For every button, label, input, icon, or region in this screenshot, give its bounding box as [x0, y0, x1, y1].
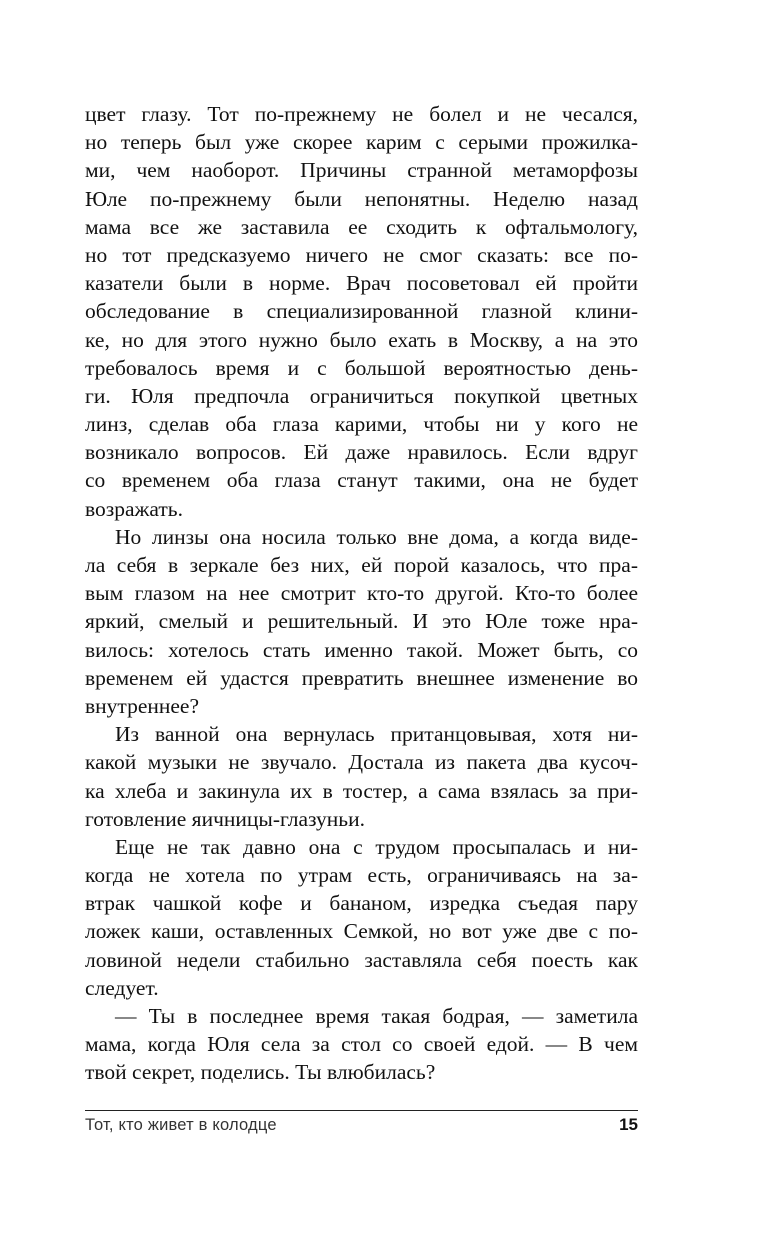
text-line: следует. — [85, 975, 159, 1000]
text-line: вилось: хотелось стать именно такой. Может быть, со — [85, 637, 638, 662]
text-line: ла себя в зеркале без них, ей порой казалось, что пра- — [85, 553, 638, 577]
text-line: но тот предсказуемо ничего не смог сказать: все по- — [85, 242, 638, 267]
paragraph-first-line: Но линзы она носила только вне дома, а когда виде- — [115, 524, 638, 549]
text-line: ми, чем наоборот. Причины странной метаморфозы — [85, 158, 638, 183]
text-line: мама все же заставила ее сходить к офтальмологу, — [85, 214, 638, 239]
footer-divider — [85, 1110, 638, 1111]
text-line: возникало вопросов. Ей даже нравилось. Если вдруг — [85, 440, 638, 465]
paragraph-first-line: — Ты в последнее время такая бодрая, — заметила — [115, 1004, 638, 1028]
text-line: когда не хотела по утрам есть, ограничиваясь на за- — [85, 863, 638, 888]
page-body-text — [85, 100, 638, 1087]
text-line: обследование в специализированной глазной клини- — [85, 299, 638, 324]
text-line: мама, когда Юля села за стол со своей едой. — В чем — [85, 1032, 638, 1057]
text-line: но теперь был уже скорее карим с серыми прожилка- — [85, 130, 638, 155]
text-line: ке, но для этого нужно было ехать в Москву, а на это — [85, 327, 638, 352]
text-line: яркий, смелый и решительный. И это Юле тоже нра- — [85, 609, 638, 634]
text-line: втрак чашкой кофе и бананом, изредка съедая пару — [85, 891, 638, 916]
text-line: ловиной недели стабильно заставляла себя поесть как — [85, 947, 638, 972]
text-line: внутреннее? — [85, 693, 199, 718]
paragraph-first-line: Еще не так давно она с трудом просыпалась и ни- — [115, 834, 638, 859]
text-line: со временем оба глаза станут такими, она не будет — [85, 468, 638, 493]
text-line: ги. Юля предпочла ограничиться покупкой цветных — [85, 383, 638, 408]
paragraph-first-line: Из ванной она вернулась пританцовывая, хотя ни- — [115, 722, 638, 747]
text-line: Юле по-прежнему были непонятны. Неделю назад — [85, 186, 638, 211]
page-number: 15 — [619, 1115, 638, 1134]
text-line: готовление яичницы-глазуньи. — [85, 806, 365, 831]
running-footer-title: Тот, кто живет в колодце — [85, 1116, 277, 1134]
text-line: цвет глазу. Тот по-прежнему не болел и не чесался, — [85, 102, 638, 126]
text-line: вым глазом на нее смотрит кто-то другой. Кто-то более — [85, 581, 638, 606]
text-line: линз, сделав оба глаза карими, чтобы ни у кого не — [85, 412, 638, 437]
text-line: требовалось время и с большой вероятностью день- — [85, 355, 638, 380]
text-line: твой секрет, поделись. Ты влюбилась? — [85, 1060, 436, 1085]
text-line: какой музыки не звучало. Достала из пакета два кусоч- — [85, 750, 638, 775]
text-line: ложек каши, оставленных Семкой, но вот уже две с по- — [85, 919, 638, 944]
text-line: ка хлеба и закинула их в тостер, а сама взялась за при- — [85, 778, 638, 803]
text-line: временем ей удастся превратить внешнее изменение во — [85, 665, 638, 690]
text-line: возражать. — [85, 496, 183, 521]
text-line: казатели были в норме. Врач посоветовал ей пройти — [85, 271, 638, 296]
